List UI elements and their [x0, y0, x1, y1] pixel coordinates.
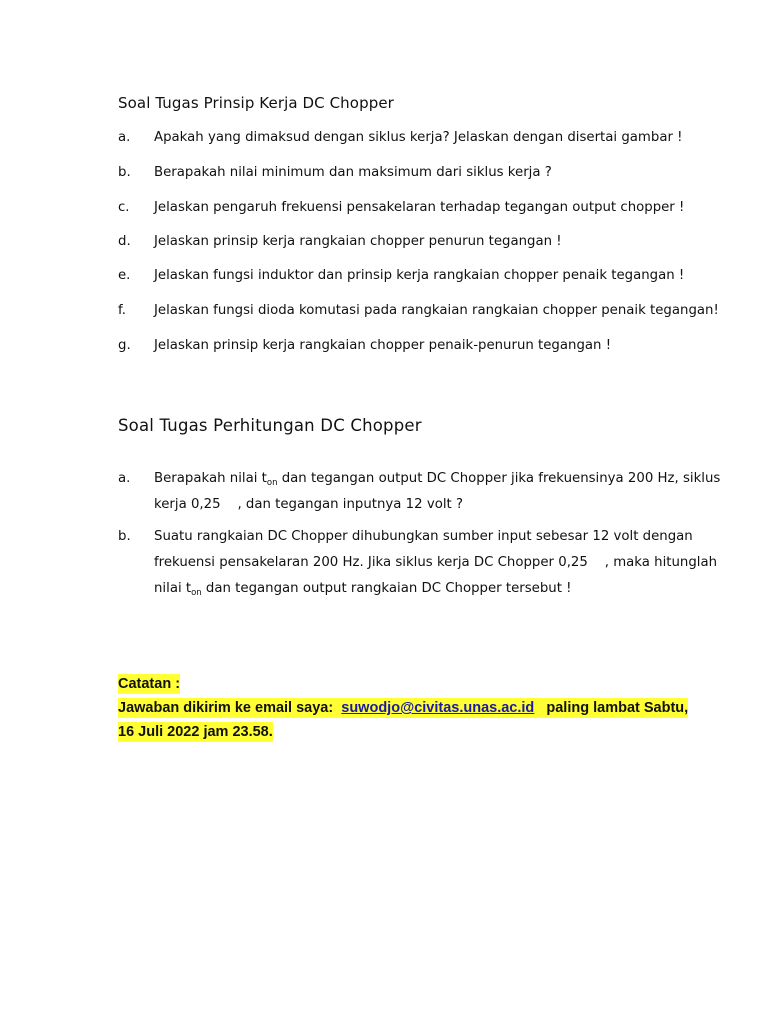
question-text: Jelaskan prinsip kerja rangkaian chopper penurun tegangan ! [154, 234, 562, 249]
notes-deadline-line [118, 722, 273, 742]
notes-text-post: paling lambat Sabtu, [534, 700, 689, 716]
notes-deadline: 16 Juli 2022 jam 23.58. [118, 724, 273, 740]
question-letter: f. [118, 303, 126, 318]
question-letter: a. [118, 471, 131, 486]
text-fragment: nilai t [154, 581, 192, 596]
question-line: frekuensi pensakelaran 200 Hz. Jika siklus kerja DC Chopper 0,25 , maka hitunglah [154, 555, 718, 570]
notes-text [118, 698, 688, 718]
question-text-block [154, 524, 724, 602]
question-letter: c. [118, 200, 130, 215]
section-title-prinsip-kerja: Soal Tugas Prinsip Kerja DC Chopper [118, 94, 394, 112]
question-text: Jelaskan fungsi induktor dan prinsip kerja rangkaian chopper penaik tegangan ! [154, 268, 685, 283]
question-letter: b. [118, 165, 131, 180]
question-letter: b. [118, 529, 131, 544]
notes-label: Catatan : [118, 676, 181, 692]
question-text: Jelaskan prinsip kerja rangkaian chopper penaik-penurun tegangan ! [154, 338, 612, 353]
text-fragment: Berapakah nilai t [154, 471, 267, 486]
text-fragment: dan tegangan output DC Chopper jika frekuensinya 200 Hz, siklus [277, 471, 721, 486]
question-letter: e. [118, 268, 131, 283]
question-text-block [154, 466, 724, 518]
subscript-on: on [191, 588, 202, 598]
question-line [154, 466, 724, 492]
question-line [154, 576, 724, 602]
question-text: Apakah yang dimaksud dengan siklus kerja? Jelaskan dengan disertai gambar ! [154, 130, 683, 145]
question-text: Jelaskan pengaruh frekuensi pensakelaran terhadap tegangan output chopper ! [154, 200, 685, 215]
subscript-on: on [266, 478, 278, 488]
question-text: Jelaskan fungsi dioda komutasi pada rangkaian rangkaian chopper penaik tegangan! [154, 303, 719, 318]
section-title-perhitungan: Soal Tugas Perhitungan DC Chopper [118, 416, 422, 435]
question-line: Suatu rangkaian DC Chopper dihubungkan sumber input sebesar 12 volt dengan [154, 529, 693, 544]
notes-email-line [118, 698, 688, 718]
notes-label-line [118, 674, 180, 694]
notes-text-pre: Jawaban dikirim ke email saya: [118, 700, 342, 716]
email-link[interactable]: suwodjo@civitas.unas.ac.id [341, 700, 535, 716]
question-letter: d. [118, 234, 131, 249]
question-text: Berapakah nilai minimum dan maksimum dari siklus kerja ? [154, 165, 552, 180]
question-line: kerja 0,25 , dan tegangan inputnya 12 volt ? [154, 497, 464, 512]
question-letter: a. [118, 130, 131, 145]
text-fragment: dan tegangan output rangkaian DC Chopper tersebut ! [201, 581, 572, 596]
question-letter: g. [118, 338, 131, 353]
